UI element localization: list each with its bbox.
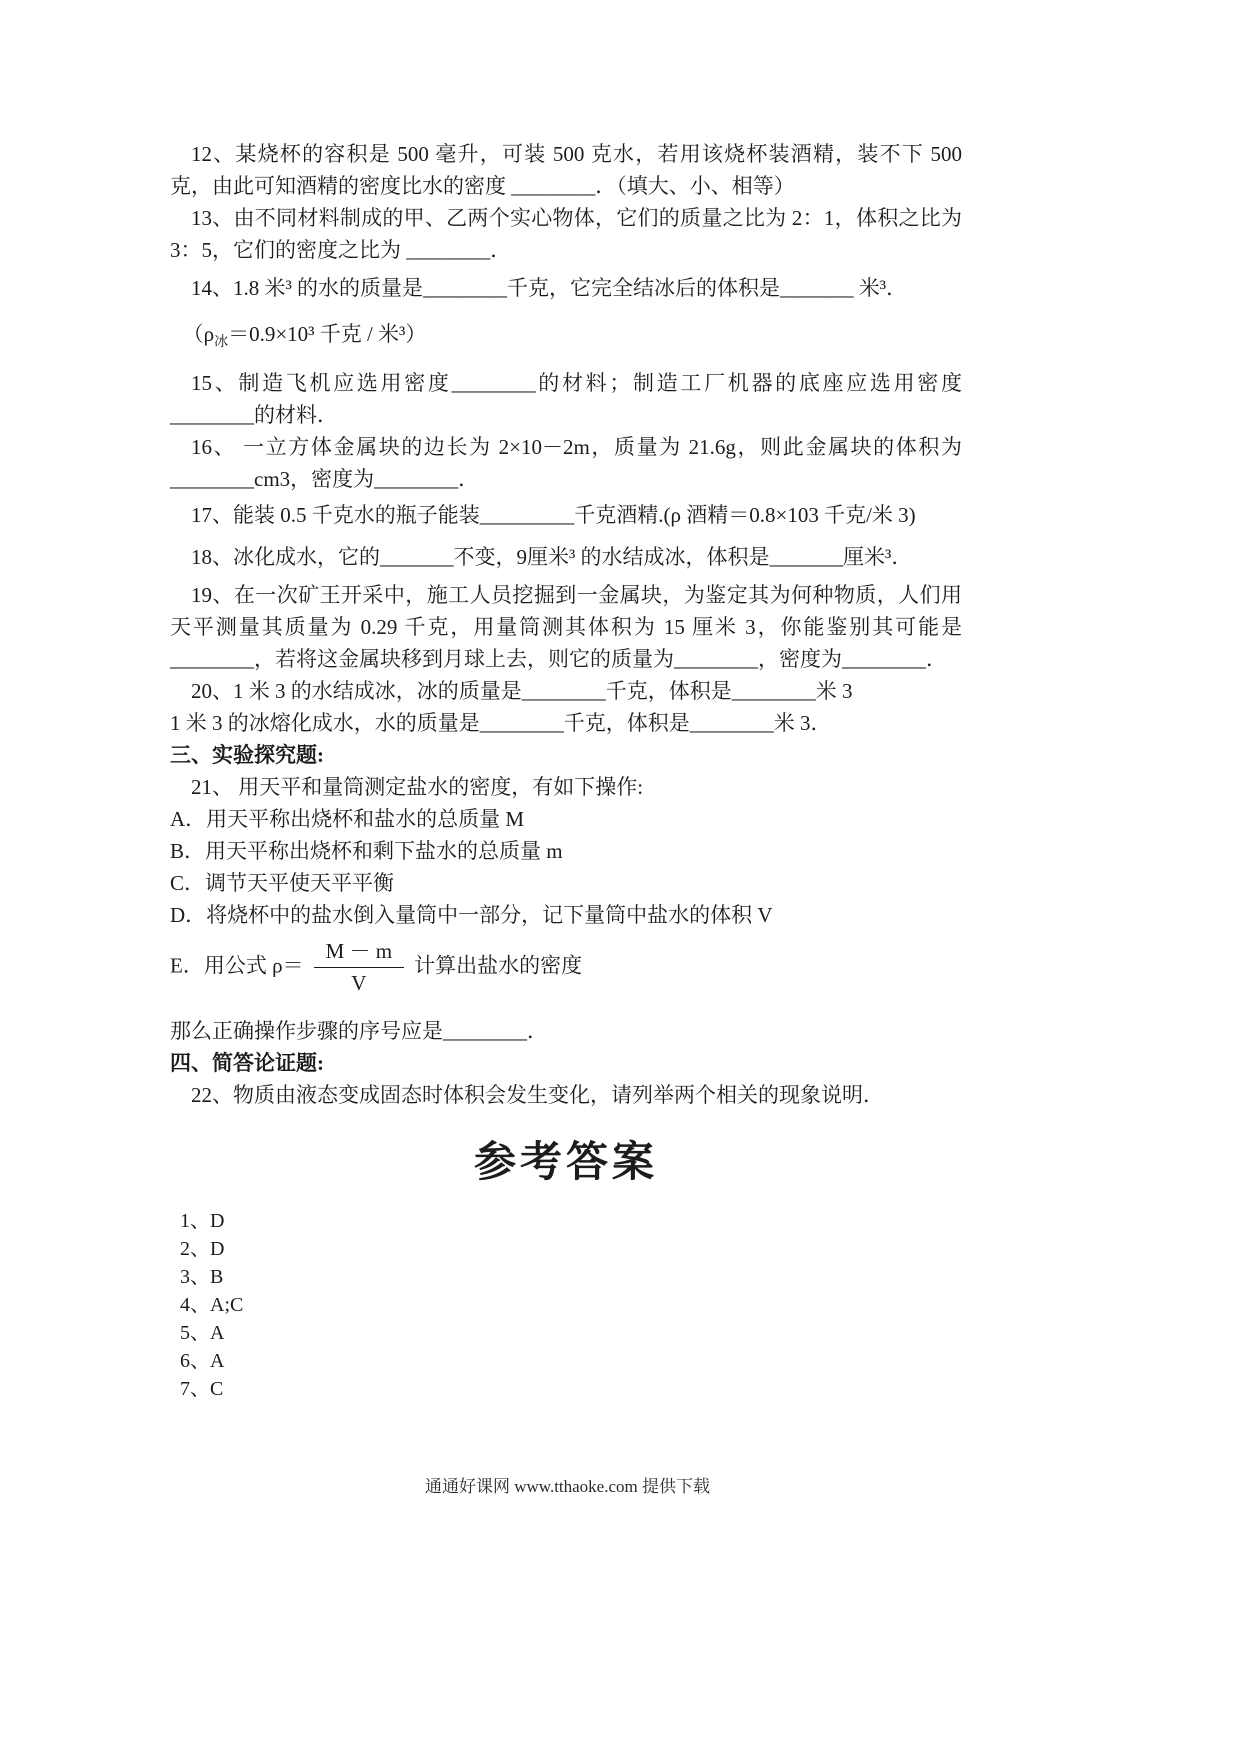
question-20-line2: 1 米 3 的冰熔化成水，水的质量是________千克，体积是________米 3． (170, 711, 832, 736)
question-21-option-e (170, 939, 962, 996)
question-22: 22、物质由液态变成固态时体积会发生变化，请列举两个相关的现象说明． (191, 1082, 884, 1107)
question-20-line1: 20、1 米 3 的水结成冰，冰的质量是________千克，体积是________米 3 (191, 679, 853, 704)
answer-item-2: 2、D (180, 1237, 225, 1260)
density-formula-fraction (314, 939, 405, 996)
answer-list (170, 1207, 962, 1403)
fraction-numerator: M － m (314, 939, 405, 968)
question-17: 17、能装 0.5 千克水的瓶子能装_________千克酒精.(ρ 酒精＝0.8×103 千克/米 3) (191, 503, 916, 528)
note-subscript-ice: 冰 (214, 335, 229, 351)
question-21-option-c: C．调节天平使天平平衡 (170, 871, 395, 896)
question-16: 16、 一立方体金属块的边长为 2×10－2m，质量为 21.6g，则此金属块的体积为________cm3，密度为________． (170, 435, 962, 492)
answer-item-6: 6、A (180, 1349, 225, 1372)
answer-item-5: 5、A (180, 1321, 225, 1344)
question-21: 21、 用天平和量筒测定盐水的密度，有如下操作: (191, 775, 644, 800)
answer-item-4: 4、A;C (180, 1293, 244, 1316)
question-21-option-a: A．用天平称出烧杯和盐水的总质量 M (170, 807, 525, 832)
question-21-option-d: D．将烧杯中的盐水倒入量筒中一部分，记下量筒中盐水的体积 V (170, 903, 773, 928)
question-21-option-b: B．用天平称出烧杯和剩下盐水的总质量 m (170, 839, 563, 864)
fraction-denominator: V (351, 971, 367, 996)
answer-item-3: 3、B (180, 1265, 224, 1288)
answer-item-7: 7、C (180, 1377, 224, 1400)
answer-item-1: 1、D (180, 1209, 225, 1232)
section-heading-short-answer: 四、简答论证题: (170, 1050, 324, 1075)
note-open: （ρ (182, 322, 215, 346)
reference-answers-heading: 参考答案 (473, 1137, 658, 1185)
note-value: ＝0.9×10³ 千克 / 米³） (228, 322, 427, 346)
section-heading-experiment: 三、实验探究题: (170, 743, 324, 768)
question-21-followup: 那么正确操作步骤的序号应是________． (170, 1018, 548, 1043)
question-13: 13、由不同材料制成的甲、乙两个实心物体，它们的质量之比为 2：1，体积之比为 3：5，它们的密度之比为 ________． (170, 206, 962, 262)
question-14: 14、1.8 米³ 的水的质量是________千克，它完全结冰后的体积是_______ 米³． (191, 276, 908, 300)
density-of-ice-note (170, 318, 962, 359)
question-18: 18、冰化成水，它的_______不变，9厘米³ 的水结成冰，体积是_______厘米³． (191, 545, 913, 570)
option-e-prefix: E．用公式 ρ＝ (170, 953, 304, 978)
question-12: 12、某烧杯的容积是 500 毫升，可装 500 克水，若用该烧杯装酒精，装不下 500 克，由此可知酒精的密度比水的密度 ________．（填大、小、相等） (170, 142, 962, 198)
page-footer: 通通好课网 www.tthaoke.com 提供下载 (424, 1477, 711, 1496)
option-e-suffix: 计算出盐水的密度 (414, 953, 583, 978)
question-15: 15、制造飞机应选用密度________的材料；制造工厂机器的底座应选用密度________的材料． (170, 371, 962, 428)
question-19: 19、在一次矿王开采中，施工人员挖掘到一金属块，为鉴定其为何种物质，人们用天平测量其质量为 0.29 千克，用量筒测其体积为 15 厘米 3，你能鉴别其可能是________，若将这金属块移到月球上去，则它的质量为________，密度为________． (170, 583, 962, 672)
